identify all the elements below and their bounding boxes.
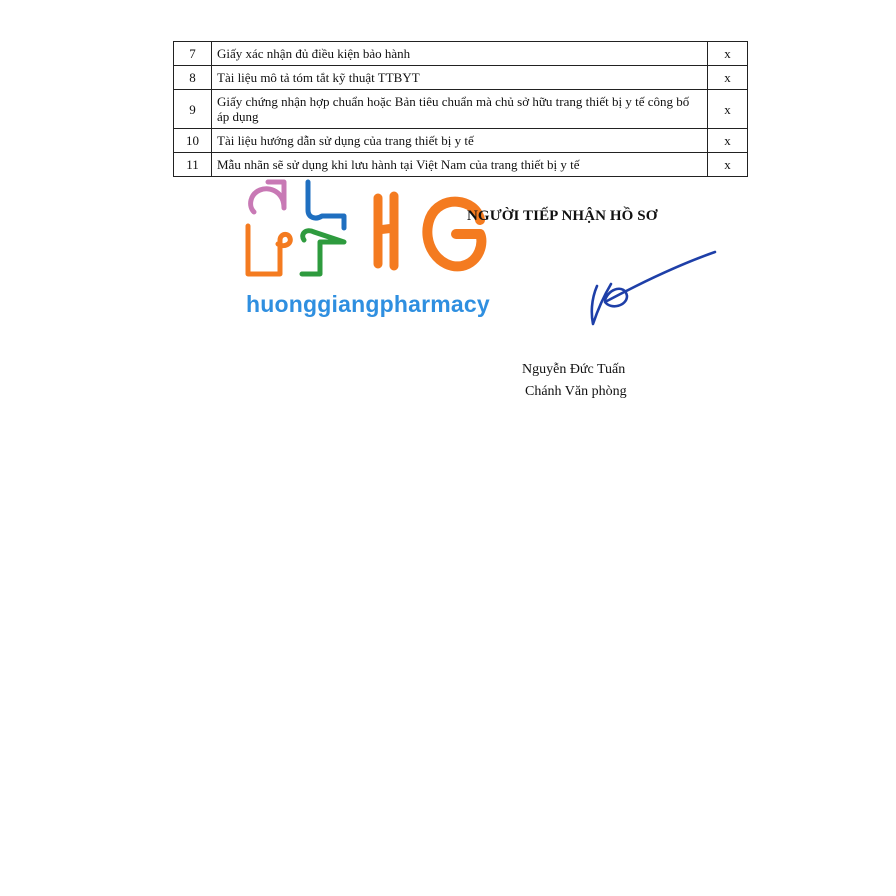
row-number: 11 xyxy=(174,153,212,177)
row-check-mark: x xyxy=(708,66,748,90)
document-checklist-table xyxy=(173,41,748,177)
row-number: 8 xyxy=(174,66,212,90)
row-check-mark: x xyxy=(708,129,748,153)
table-row xyxy=(174,90,748,129)
table-row xyxy=(174,42,748,66)
table-row xyxy=(174,129,748,153)
row-check-mark: x xyxy=(708,90,748,129)
row-document-name: Mẫu nhãn sẽ sử dụng khi lưu hành tại Việt Nam của trang thiết bị y tế xyxy=(212,153,708,177)
pharmacy-cross-logo-icon xyxy=(244,178,494,288)
brand-name-text: huonggiangpharmacy xyxy=(246,291,490,317)
row-document-name: Tài liệu hướng dẫn sử dụng của trang thiết bị y tế xyxy=(212,129,708,153)
row-check-mark: x xyxy=(708,42,748,66)
row-number: 7 xyxy=(174,42,212,66)
row-number: 10 xyxy=(174,129,212,153)
row-document-name: Tài liệu mô tả tóm tắt kỹ thuật TTBYT xyxy=(212,66,708,90)
row-document-name: Giấy chứng nhận hợp chuẩn hoặc Bản tiêu chuẩn mà chủ sở hữu trang thiết bị y tế công bố áp dụng xyxy=(212,90,708,129)
signer-name: Nguyễn Đức Tuấn xyxy=(522,362,626,377)
row-check-mark: x xyxy=(708,153,748,177)
row-number: 9 xyxy=(174,90,212,129)
handwritten-signature-icon xyxy=(565,244,720,330)
table-row xyxy=(174,66,748,90)
receiver-title: NGƯỜI TIẾP NHẬN HỒ SƠ xyxy=(467,208,658,224)
table-row xyxy=(174,153,748,177)
row-document-name: Giấy xác nhận đủ điều kiện bảo hành xyxy=(212,42,708,66)
signer-position: Chánh Văn phòng xyxy=(525,384,627,399)
